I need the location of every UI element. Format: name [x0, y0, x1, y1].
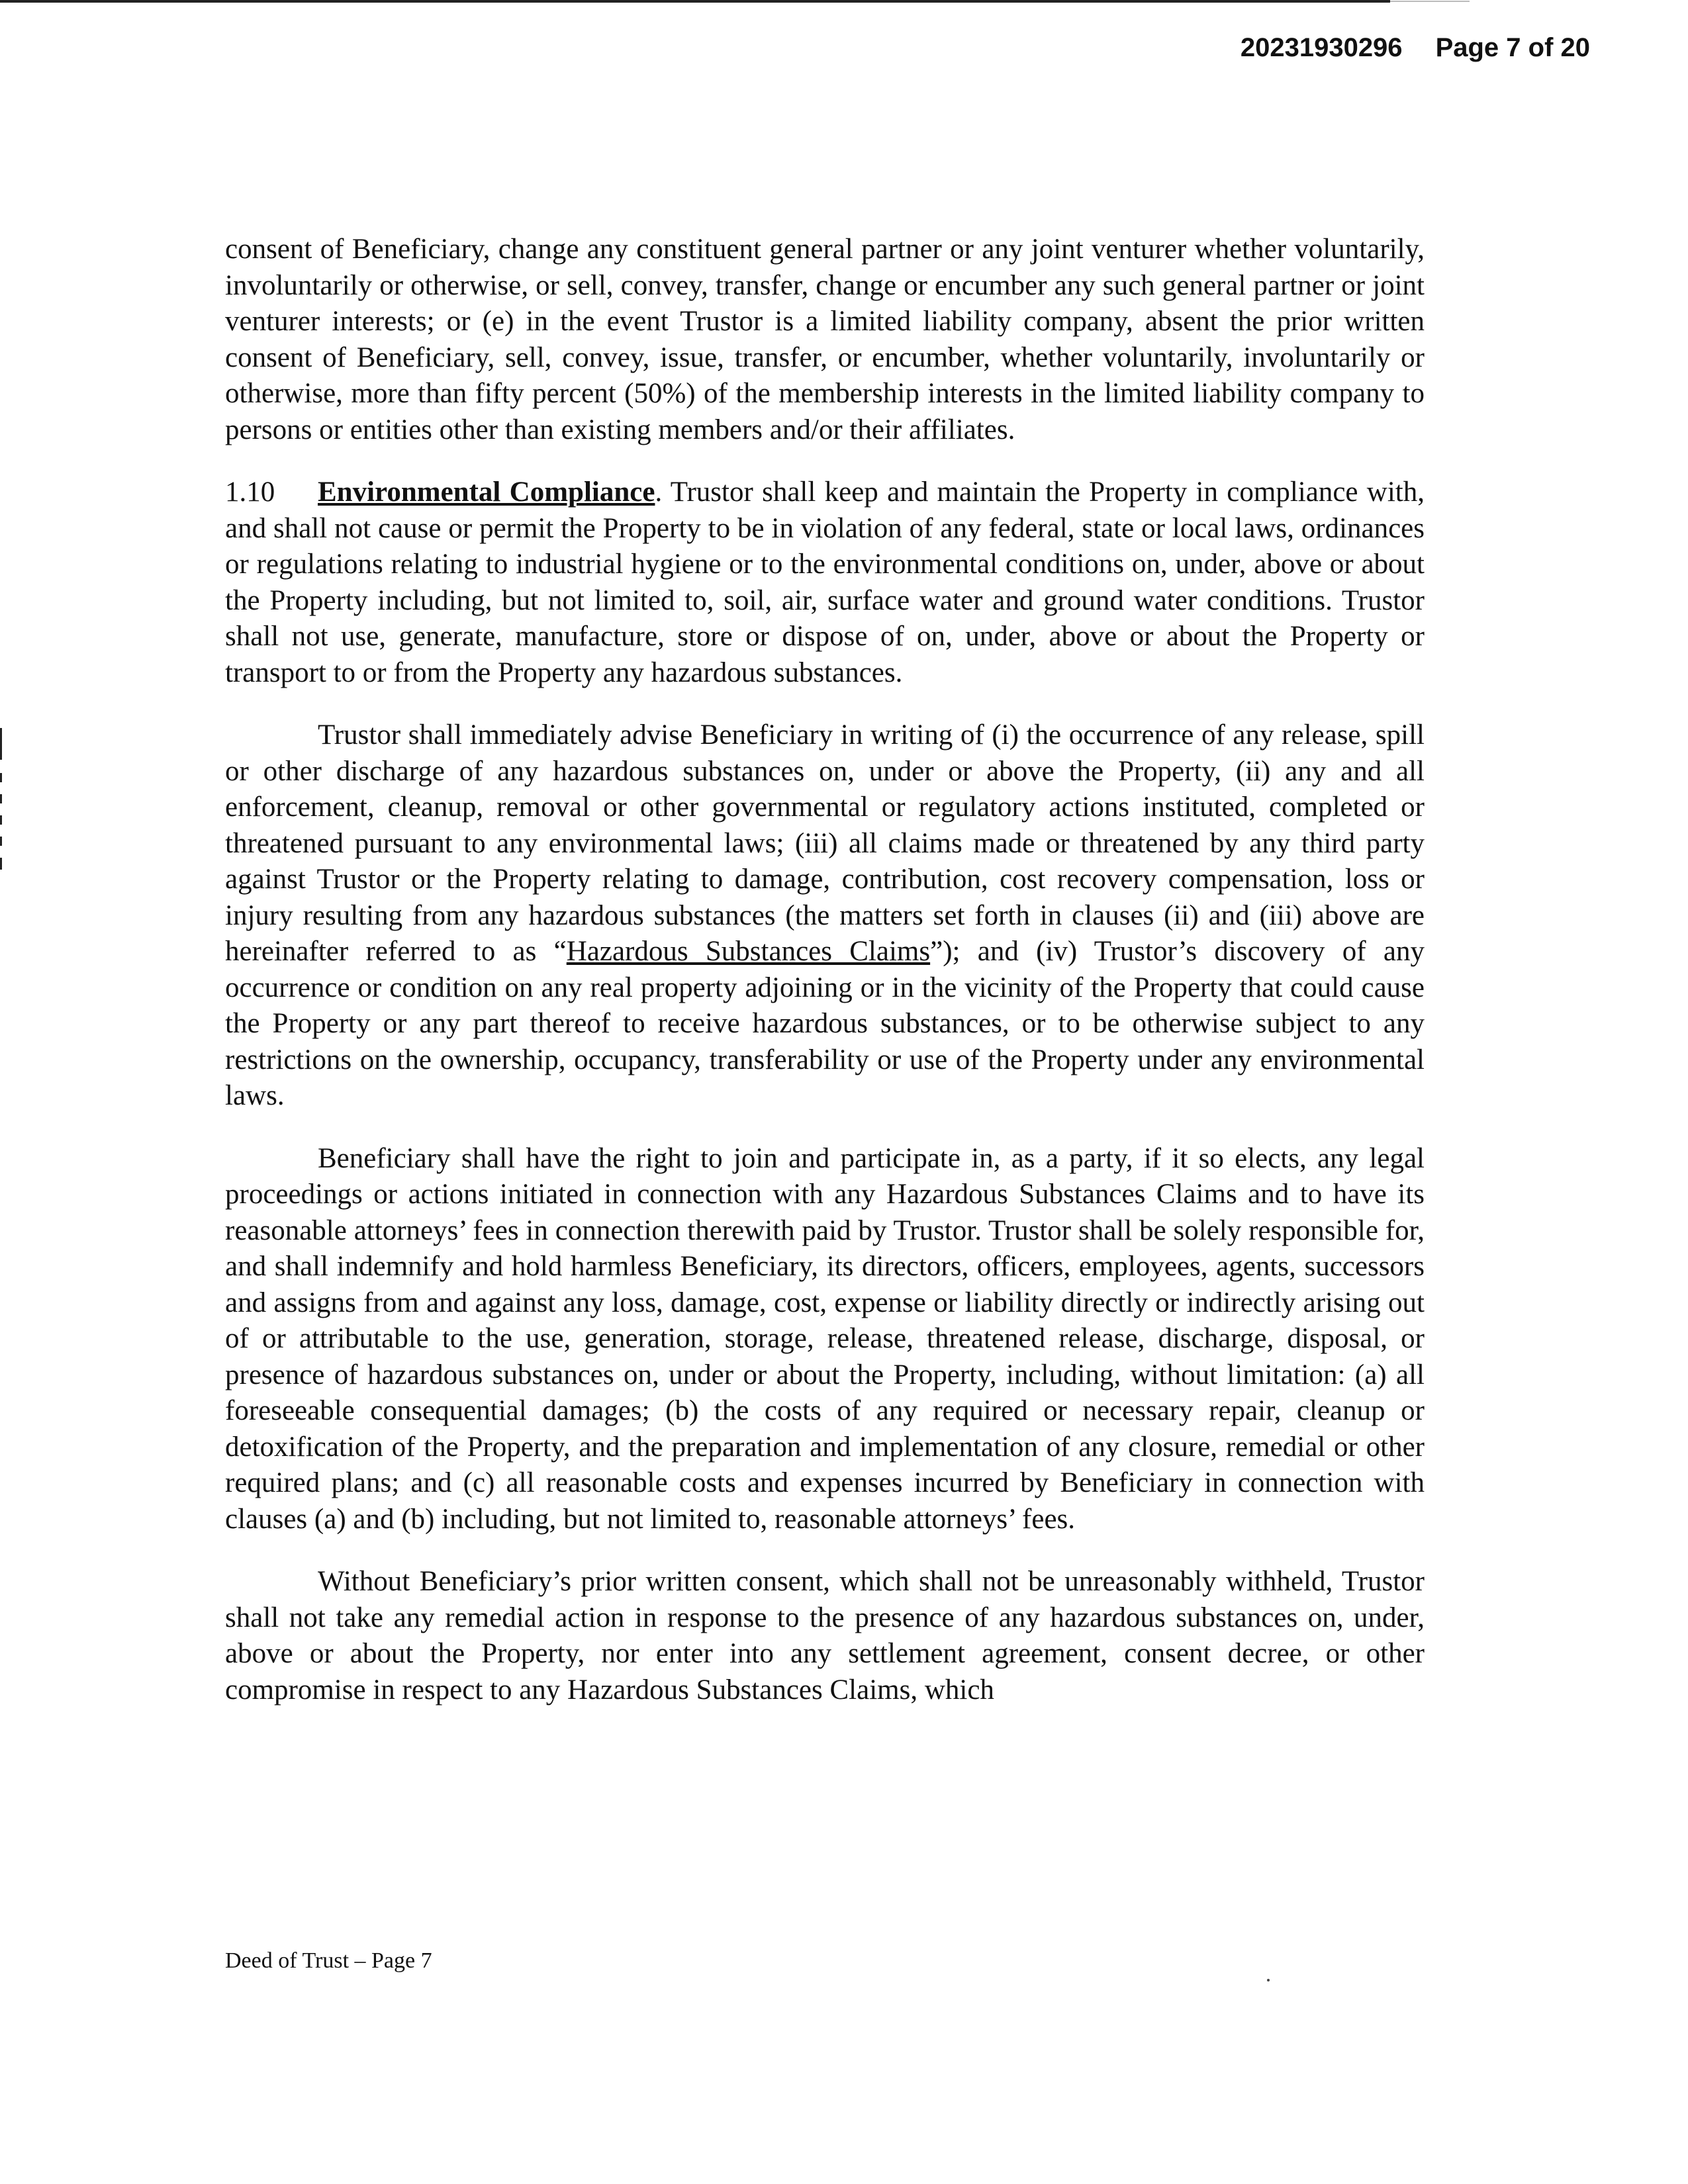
scan-margin-mark	[0, 815, 2, 825]
paragraph-text: ”); and (iv) Trustor’s discovery of any occurrence or condition on any real property adjoining or in the vicinity of the Property that could cause the Property or any part thereof to receive hazardous substances, or to be otherwise subject to any restrictions on the ownership, occupancy, transferability or use of the Property under any environmental laws.	[225, 936, 1425, 1111]
paragraph-continued: consent of Beneficiary, change any constituent general partner or any joint venturer whether voluntarily, involuntarily or otherwise, or sell, convey, transfer, change or encumber any such general partner or joint venturer interests; or (e) in the event Trustor is a limited liability company, absent the prior written consent of Beneficiary, sell, convey, issue, transfer, or encumber, whether voluntarily, involuntarily or otherwise, more than fifty percent (50%) of the membership interests in the limited liability company to persons or entities other than existing members and/or their affiliates.	[225, 234, 1425, 445]
section-title: Environmental Compliance	[318, 477, 655, 508]
paragraph-text: Trustor shall immediately advise Beneficiary in writing of (i) the occurrence of any release, spill or other discharge of any hazardous substances on, under or above the Property, (ii) any and all enforcement, cleanup, removal or other governmental or regulatory actions instituted, completed or threatened pursuant to any environmental laws; (iii) all claims made or threatened by any third party against Trustor or the Property relating to damage, contribution, cost recovery compensation, loss or injury resulting from any hazardous substances (the matters set forth in clauses (ii) and (iii) above are hereinafter referred to as “	[225, 719, 1425, 967]
section-environmental-compliance	[225, 475, 1425, 691]
defined-term: Hazardous Substances Claims	[566, 936, 931, 967]
scan-margin-mark	[0, 773, 2, 782]
paragraph-remedial-action: Without Beneficiary’s prior written consent, which shall not be unreasonably withheld, Trustor shall not take any remedial action in response to the presence of any hazardous substances on, under, above or about the Property, nor enter into any settlement agreement, consent decree, or other compromise in respect to any Hazardous Substances Claims, which	[225, 1566, 1425, 1706]
section-number: 1.10	[225, 477, 275, 508]
scan-margin-mark	[0, 728, 2, 760]
top-scan-rule-faint	[1390, 1, 1470, 2]
scan-margin-mark	[0, 837, 2, 846]
document-body	[225, 232, 1425, 1735]
paragraph-notice-obligations	[225, 717, 1425, 1115]
top-scan-rule	[0, 0, 1390, 3]
scan-speck	[1267, 1979, 1270, 1981]
scan-margin-mark	[0, 858, 2, 870]
page-count-label: Page 7 of 20	[1435, 33, 1590, 62]
section-title-period: .	[655, 477, 663, 508]
document-number: 20231930296	[1240, 33, 1403, 62]
recording-header	[1241, 33, 1590, 63]
scan-margin-mark	[0, 794, 2, 803]
section-text: Trustor shall keep and maintain the Property in compliance with, and shall not cause or permit the Property to be in violation of any federal, state or local laws, ordinances or regulations relating to industrial hygiene or to the environmental conditions on, under, above or about the Property including, but not limited to, soil, air, surface water and ground water conditions. Trustor shall not use, generate, manufacture, store or dispose of on, under, above or about the Property or transport to or from the Property any hazardous substances.	[225, 477, 1425, 688]
page-footer: Deed of Trust – Page 7	[225, 1948, 432, 1973]
paragraph-indemnification: Beneficiary shall have the right to join and participate in, as a party, if it so elects, any legal proceedings or actions initiated in connection with any Hazardous Substances Claims and to have its reasonable attorneys’ fees in connection therewith paid by Trustor. Trustor shall be solely responsible for, and shall indemnify and hold harmless Beneficiary, its directors, officers, employees, agents, successors and assigns from and against any loss, damage, cost, expense or liability directly or indirectly arising out of or attributable to the use, generation, storage, release, threatened release, discharge, disposal, or presence of hazardous substances on, under or about the Property, including, without limitation: (a) all foreseeable consequential damages; (b) the costs of any required or necessary repair, cleanup or detoxification of the Property, and the preparation and implementation of any closure, remedial or other required plans; and (c) all reasonable costs and expenses incurred by Beneficiary in connection with clauses (a) and (b) including, but not limited to, reasonable attorneys’ fees.	[225, 1142, 1425, 1535]
